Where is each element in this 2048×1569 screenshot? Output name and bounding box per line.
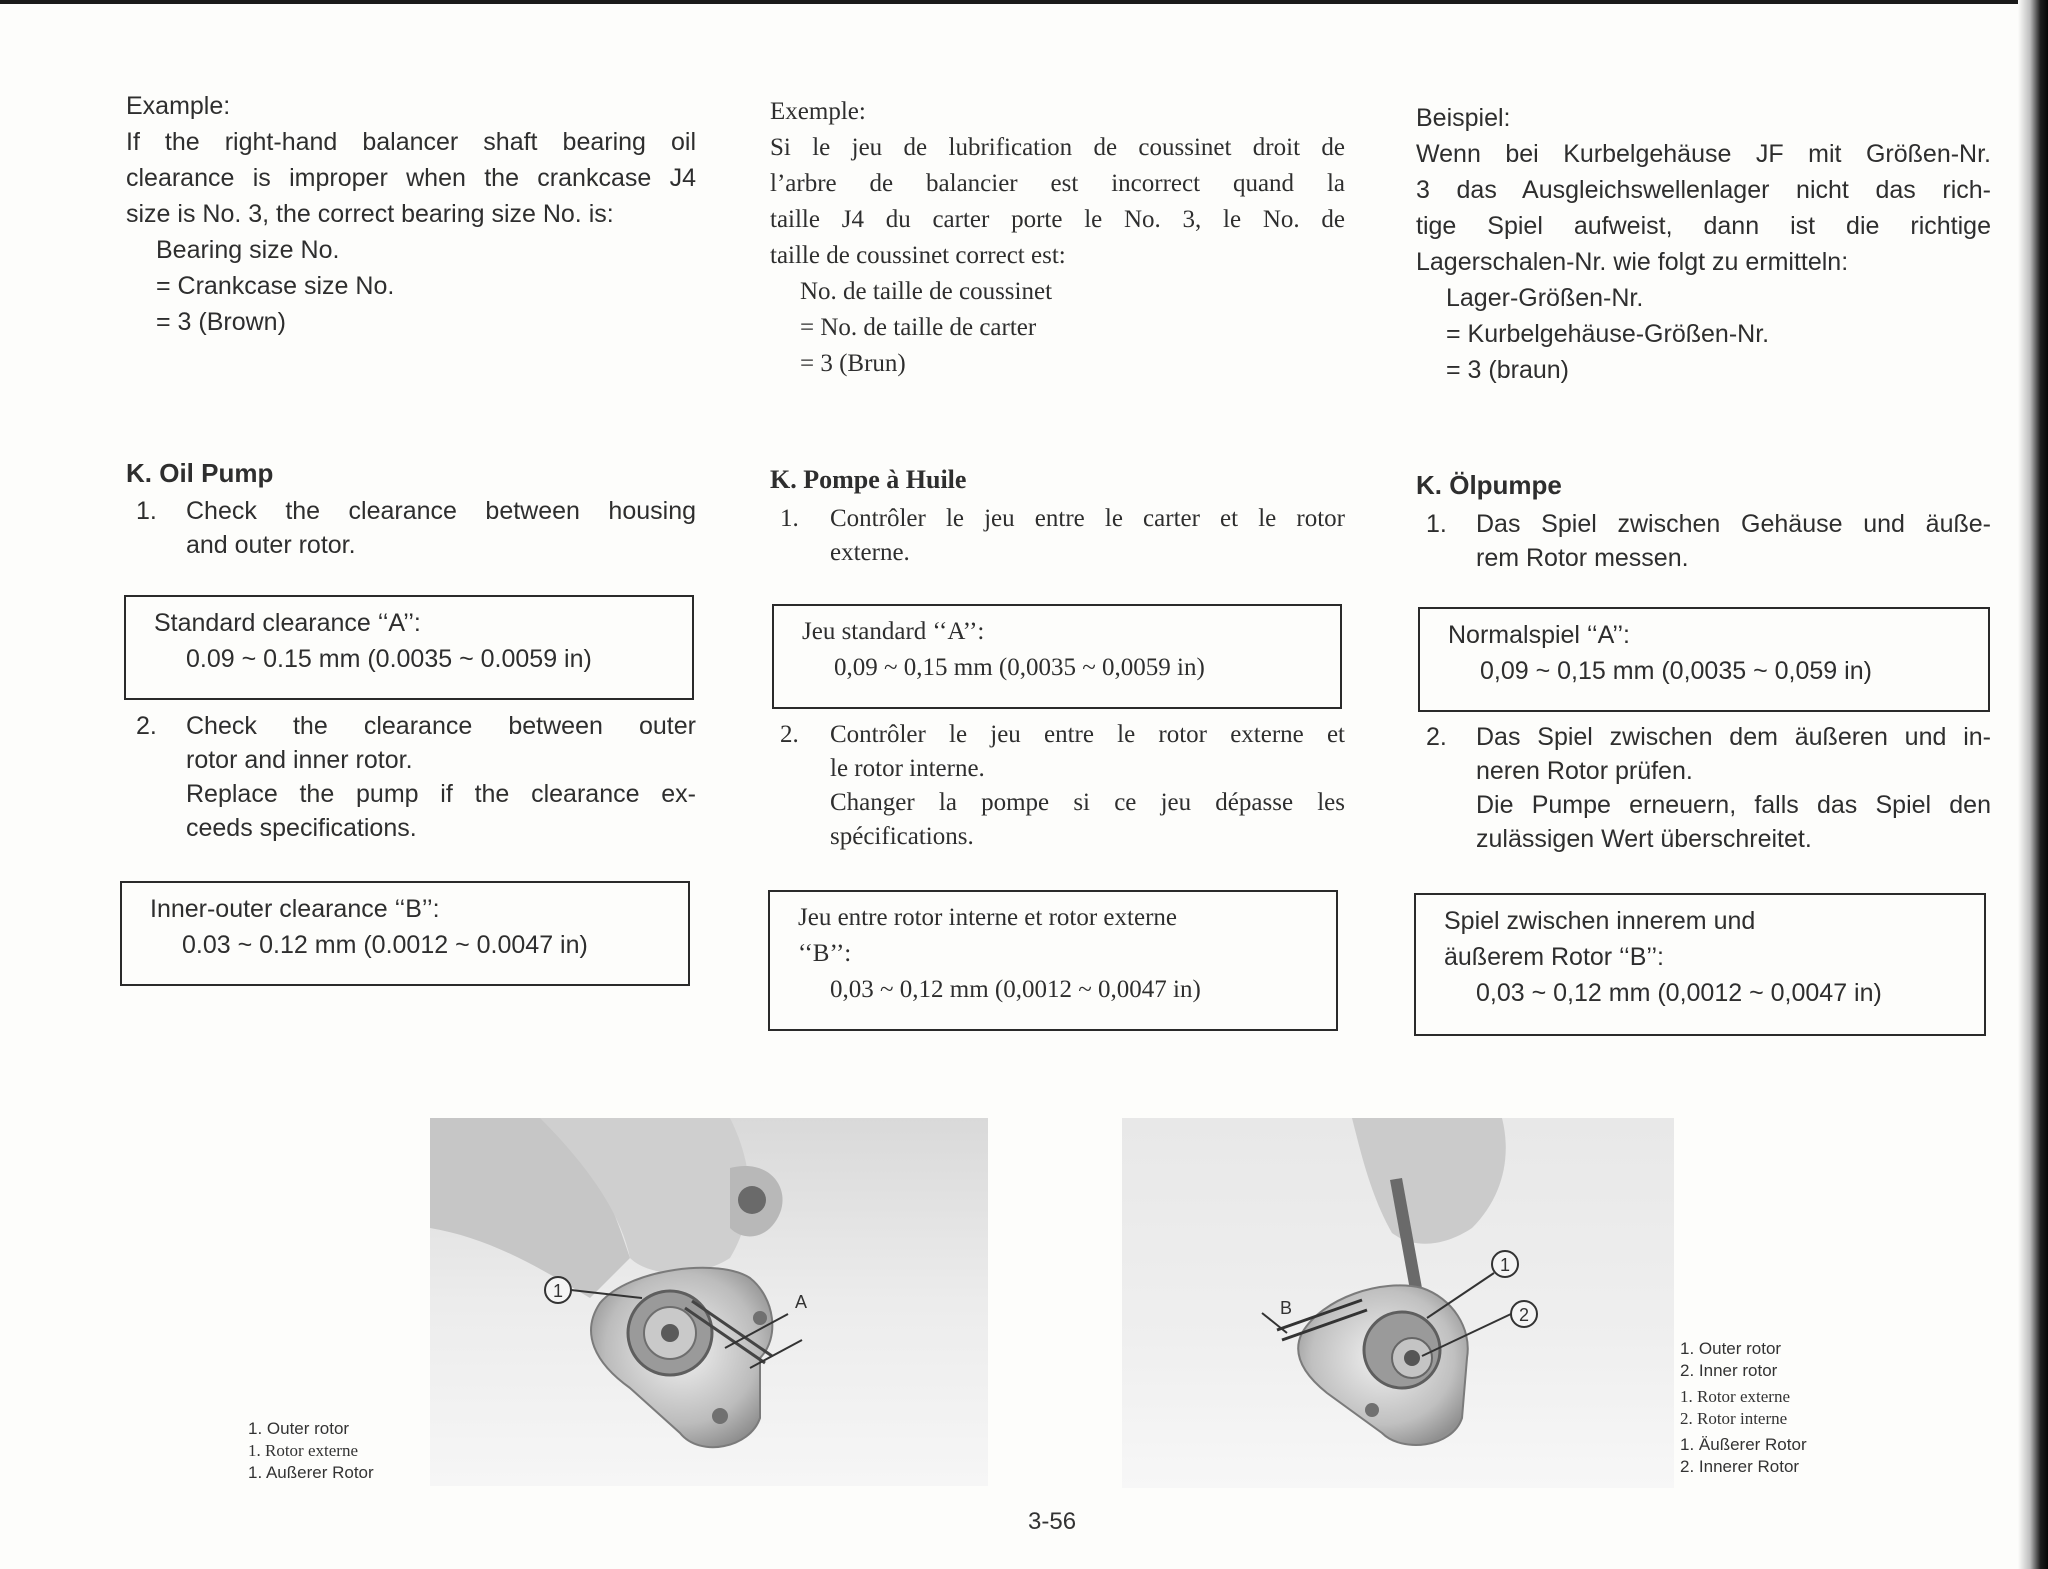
spec-value: 0.03 ~ 0.12 mm (0.0012 ~ 0.0047 in) xyxy=(182,931,588,959)
figure-2-captions xyxy=(1680,1338,1807,1482)
figure-2-photo xyxy=(1122,1118,1674,1488)
section-heading: K. Oil Pump xyxy=(126,458,274,488)
example-line: size is No. 3, the correct bearing size No. is: xyxy=(126,200,614,228)
section-heading: K. Ölpumpe xyxy=(1416,470,1562,500)
spec-value: 0.09 ~ 0.15 mm (0.0035 ~ 0.0059 in) xyxy=(186,645,592,673)
step-line: Das Spiel zwischen dem äußeren und in- xyxy=(1476,723,1991,751)
figure-1-captions xyxy=(248,1418,374,1484)
spec-label: ‘‘B’’: xyxy=(798,940,852,967)
formula-line: = No. de taille de carter xyxy=(800,314,1037,341)
step-line: spécifications. xyxy=(830,823,974,850)
example-block xyxy=(126,88,696,340)
page-number: 3-56 xyxy=(1028,1508,1077,1535)
formula-line: No. de taille de coussinet xyxy=(800,278,1053,305)
spec-value: 0,09 ~ 0,15 mm (0,0035 ~ 0,0059 in) xyxy=(834,654,1205,681)
caption: 1. Äußerer Rotor xyxy=(1680,1435,1807,1454)
spec-box-a xyxy=(772,604,1342,709)
step-line: ceeds specifications. xyxy=(186,814,417,842)
step-line: le rotor interne. xyxy=(830,755,985,782)
step-number: 1. xyxy=(136,497,157,525)
oil-pump-outer-rotor-illustration xyxy=(430,1118,988,1486)
example-line: l’arbre de balancier est incorrect quand la xyxy=(770,170,1345,197)
step-1 xyxy=(1416,507,1991,575)
step-number: 2. xyxy=(1426,723,1447,751)
formula-line: = 3 (Brun) xyxy=(800,350,906,377)
example-line: If the right-hand balancer shaft bearing oil xyxy=(126,128,696,156)
step-number: 1. xyxy=(1426,510,1447,538)
example-line: Lagerschalen-Nr. wie folgt zu ermitteln: xyxy=(1416,248,1849,276)
step-2 xyxy=(126,709,696,845)
example-title: Example: xyxy=(126,92,231,120)
spec-label: Spiel zwischen innerem und xyxy=(1444,907,1756,935)
spec-label: Jeu standard ‘‘A’’: xyxy=(802,618,985,645)
callout-1-label: 1 xyxy=(552,1281,564,1301)
caption: 1. Rotor externe xyxy=(1680,1387,1790,1406)
callout-1-label: 1 xyxy=(1499,1255,1511,1275)
step-line: Contrôler le jeu entre le carter et le rotor xyxy=(830,505,1345,532)
formula-line: Lager-Größen-Nr. xyxy=(1446,284,1644,312)
step-line: zulässigen Wert überschreitet. xyxy=(1476,825,1812,853)
caption: 1. Außerer Rotor xyxy=(248,1463,374,1482)
formula-line: = Crankcase size No. xyxy=(156,272,395,300)
step-line: Die Pumpe erneuern, falls das Spiel den xyxy=(1476,791,1991,819)
step-line: Contrôler le jeu entre le rotor externe et xyxy=(830,721,1345,748)
step-line: rotor and inner rotor. xyxy=(186,746,413,774)
step-2 xyxy=(1416,720,1991,856)
example-title: Beispiel: xyxy=(1416,104,1511,132)
example-line: 3 das Ausgleichswellenlager nicht das rich- xyxy=(1416,176,1991,204)
oil-pump-inner-rotor-illustration xyxy=(1122,1118,1674,1488)
formula-line: = 3 (braun) xyxy=(1446,356,1569,384)
step-line: Das Spiel zwischen Gehäuse und äuße- xyxy=(1476,510,1991,538)
formula-line: Bearing size No. xyxy=(156,236,340,264)
callout-2-label: 2 xyxy=(1518,1305,1530,1325)
caption: 1. Outer rotor xyxy=(248,1419,350,1438)
step-line: neren Rotor prüfen. xyxy=(1476,757,1693,785)
spec-box-a xyxy=(1418,607,1990,712)
step-1 xyxy=(770,502,1345,570)
caption: 1. Rotor externe xyxy=(248,1441,358,1460)
spec-label: Standard clearance ‘‘A’’: xyxy=(154,609,421,637)
caption: 2. Innerer Rotor xyxy=(1680,1457,1800,1476)
spec-value: 0,03 ~ 0,12 mm (0,0012 ~ 0,0047 in) xyxy=(830,976,1201,1003)
step-1 xyxy=(126,494,696,562)
example-line: tige Spiel aufweist, dann ist die richtige xyxy=(1416,212,1991,240)
top-rule xyxy=(0,0,2048,4)
step-line: Replace the pump if the clearance ex- xyxy=(186,780,696,808)
example-title: Exemple: xyxy=(770,98,866,125)
spec-label: äußerem Rotor ‘‘B’’: xyxy=(1444,943,1664,971)
step-line: Changer la pompe si ce jeu dépasse les xyxy=(830,789,1345,816)
example-line: clearance is improper when the crankcase J4 xyxy=(126,164,696,192)
step-number: 2. xyxy=(780,721,799,748)
step-2 xyxy=(770,718,1345,854)
dimension-a-label: A xyxy=(795,1292,808,1312)
page-binding-shadow xyxy=(2018,0,2048,1569)
formula-line: = Kurbelgehäuse-Größen-Nr. xyxy=(1446,320,1770,348)
caption: 2. Inner rotor xyxy=(1680,1361,1778,1380)
caption: 2. Rotor interne xyxy=(1680,1409,1788,1428)
step-line: Check the clearance between outer xyxy=(186,712,696,740)
step-line: and outer rotor. xyxy=(186,531,356,559)
caption: 1. Outer rotor xyxy=(1680,1339,1782,1358)
spec-label: Inner-outer clearance ‘‘B’’: xyxy=(150,895,440,923)
spec-label: Jeu entre rotor interne et rotor externe xyxy=(798,904,1177,931)
example-block xyxy=(1416,100,1991,388)
step-line: externe. xyxy=(830,539,910,566)
example-line: taille J4 du carter porte le No. 3, le No. de xyxy=(770,206,1345,233)
example-block xyxy=(770,94,1345,382)
step-line: rem Rotor messen. xyxy=(1476,544,1689,572)
spec-box-b xyxy=(1414,893,1986,1036)
example-line: Si le jeu de lubrification de coussinet droit de xyxy=(770,134,1345,161)
spec-label: Normalspiel ‘‘A’’: xyxy=(1448,621,1631,649)
step-line: Check the clearance between housing xyxy=(186,497,696,525)
spec-box-a xyxy=(124,595,694,700)
section-heading: K. Pompe à Huile xyxy=(770,465,967,494)
example-line: taille de coussinet correct est: xyxy=(770,242,1066,269)
figure-1-photo xyxy=(430,1118,988,1486)
step-number: 1. xyxy=(780,505,799,532)
spec-value: 0,03 ~ 0,12 mm (0,0012 ~ 0,0047 in) xyxy=(1476,979,1882,1007)
spec-box-b xyxy=(120,881,690,986)
dimension-b-label: B xyxy=(1280,1298,1293,1318)
step-number: 2. xyxy=(136,712,157,740)
spec-value: 0,09 ~ 0,15 mm (0,0035 ~ 0,059 in) xyxy=(1480,657,1872,685)
formula-line: = 3 (Brown) xyxy=(156,308,286,336)
spec-box-b xyxy=(768,890,1338,1031)
example-line: Wenn bei Kurbelgehäuse JF mit Größen-Nr. xyxy=(1416,140,1991,168)
